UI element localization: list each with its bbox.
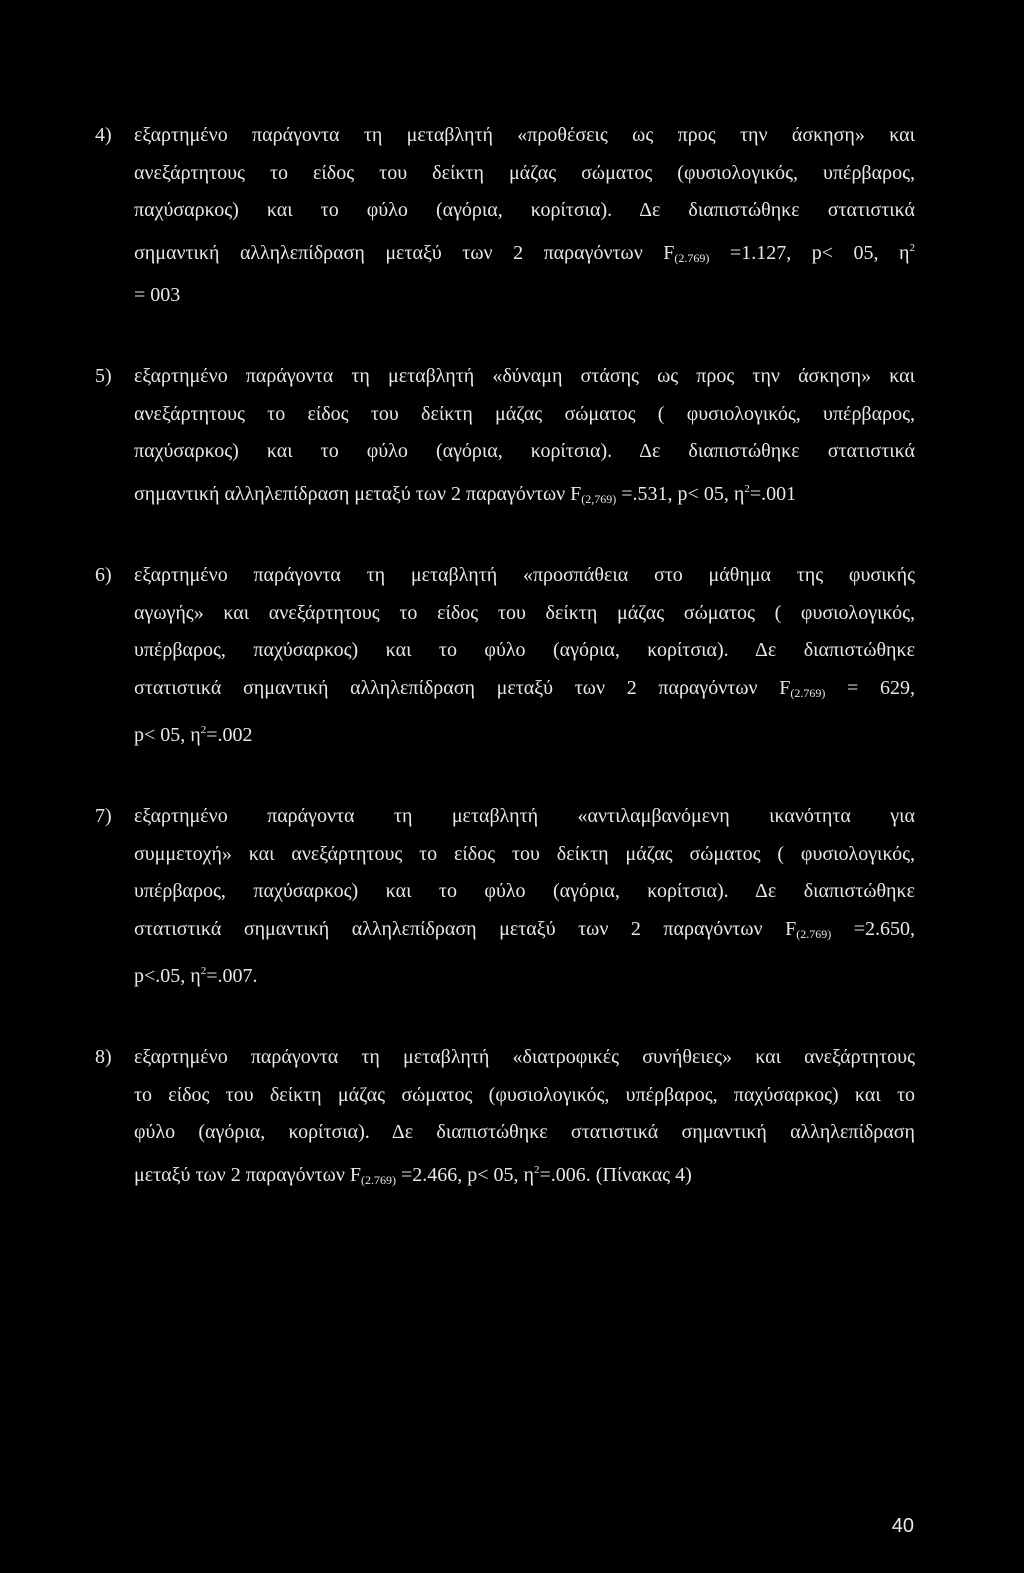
result-item-8 bbox=[95, 1039, 915, 1199]
item-text-line: το είδος του δείκτη μάζας σώματος (φυσιολογικός, υπέρβαρος, παχύσαρκος) και το bbox=[134, 1083, 915, 1106]
result-item-6 bbox=[95, 557, 915, 755]
result-item-4 bbox=[95, 117, 915, 315]
item-text-line: εξαρτημένο παράγοντα τη μεταβλητή «διατροφικές συνήθειες» και ανεξάρτητους bbox=[134, 1046, 915, 1068]
item-text-line: στατιστικά σημαντική αλληλεπίδραση μεταξύ των 2 παραγόντων F bbox=[134, 676, 791, 699]
item-number: 8) bbox=[95, 1046, 112, 1068]
stat-values: =.531, p< 05, η bbox=[616, 482, 745, 505]
item-text-line: εξαρτημένο παράγοντα τη μεταβλητή «προθέσεις ως προς την άσκηση» και bbox=[134, 124, 915, 146]
item-text-line: εξαρτημένο παράγοντα τη μεταβλητή «προσπάθεια στο μάθημα της φυσικής bbox=[134, 564, 915, 586]
item-text-line: σημαντική αλληλεπίδραση μεταξύ των 2 παραγόντων F bbox=[134, 482, 582, 505]
result-item-7 bbox=[95, 798, 915, 996]
item-text-line: ανεξάρτητους το είδος του δείκτη μάζας σώματος (φυσιολογικός, υπέρβαρος, bbox=[134, 161, 915, 184]
f-subscript: (2.769) bbox=[796, 926, 832, 941]
page-number: 40 bbox=[891, 1515, 914, 1537]
item-number: 7) bbox=[95, 805, 112, 827]
stat-end: =.001 bbox=[749, 482, 797, 505]
eta-superscript: 2 bbox=[534, 1163, 540, 1176]
f-subscript: (2,769) bbox=[581, 491, 617, 506]
item-text-line: παχύσαρκος) και το φύλο (αγόρια, κορίτσια). Δε διαπιστώθηκε στατιστικά bbox=[134, 199, 915, 221]
stat-values: =2.466, p< 05, η bbox=[395, 1163, 535, 1186]
f-subscript: (2.769) bbox=[790, 685, 826, 700]
result-item-5 bbox=[95, 358, 915, 518]
eta-superscript: 2 bbox=[909, 241, 915, 254]
item-text-line: σημαντική αλληλεπίδραση μεταξύ των 2 παραγόντων F bbox=[134, 241, 675, 264]
item-text-line: = 003 bbox=[134, 284, 181, 306]
item-text-line: εξαρτημένο παράγοντα τη μεταβλητή «αντιλαμβανόμενη ικανότητα για bbox=[134, 805, 915, 827]
item-text-line: παχύσαρκος) και το φύλο (αγόρια, κορίτσια). Δε διαπιστώθηκε στατιστικά bbox=[134, 440, 915, 462]
item-text-line: φύλο (αγόρια, κορίτσια). Δε διαπιστώθηκε στατιστικά σημαντική αλληλεπίδραση bbox=[134, 1121, 915, 1143]
f-subscript: (2.769) bbox=[360, 1172, 396, 1187]
stat-values: =1.127, p< 05, η bbox=[709, 241, 910, 264]
item-number: 5) bbox=[95, 365, 112, 387]
item-text-line: αγωγής» και ανεξάρτητους το είδος του δείκτη μάζας σώματος ( φυσιολογικός, bbox=[134, 601, 915, 624]
stat-end: =.007. bbox=[206, 965, 258, 987]
item-text-line: εξαρτημένο παράγοντα τη μεταβλητή «δύναμη στάσης ως προς την άσκηση» και bbox=[134, 365, 915, 387]
item-text-line: στατιστικά σημαντική αλληλεπίδραση μεταξύ των 2 παραγόντων F bbox=[134, 917, 797, 940]
eta-superscript: 2 bbox=[200, 724, 207, 736]
stat-end: =.006. (Πίνακας 4) bbox=[539, 1163, 692, 1186]
item-text-line: ανεξάρτητους το είδος του δείκτη μάζας σώματος ( φυσιολογικός, υπέρβαρος, bbox=[134, 402, 915, 425]
eta-superscript: 2 bbox=[200, 965, 207, 977]
item-text-line: μεταξύ των 2 παραγόντων F bbox=[134, 1163, 361, 1186]
item-text-line: p<.05, η bbox=[134, 965, 201, 987]
item-text-line: p< 05, η bbox=[134, 724, 201, 746]
item-number: 4) bbox=[95, 124, 112, 146]
eta-superscript: 2 bbox=[744, 482, 750, 495]
item-text-line: υπέρβαρος, παχύσαρκος) και το φύλο (αγόρια, κορίτσια). Δε διαπιστώθηκε bbox=[134, 880, 915, 902]
item-number: 6) bbox=[95, 564, 112, 586]
item-text-line: υπέρβαρος, παχύσαρκος) και το φύλο (αγόρια, κορίτσια). Δε διαπιστώθηκε bbox=[134, 639, 915, 661]
f-subscript: (2.769) bbox=[674, 250, 710, 265]
stat-values: = 629, bbox=[825, 676, 916, 699]
item-text-line: συμμετοχή» και ανεξάρτητους το είδος του δείκτη μάζας σώματος ( φυσιολογικός, bbox=[134, 842, 915, 865]
stat-values: =2.650, bbox=[831, 917, 915, 940]
stat-end: =.002 bbox=[206, 724, 253, 746]
